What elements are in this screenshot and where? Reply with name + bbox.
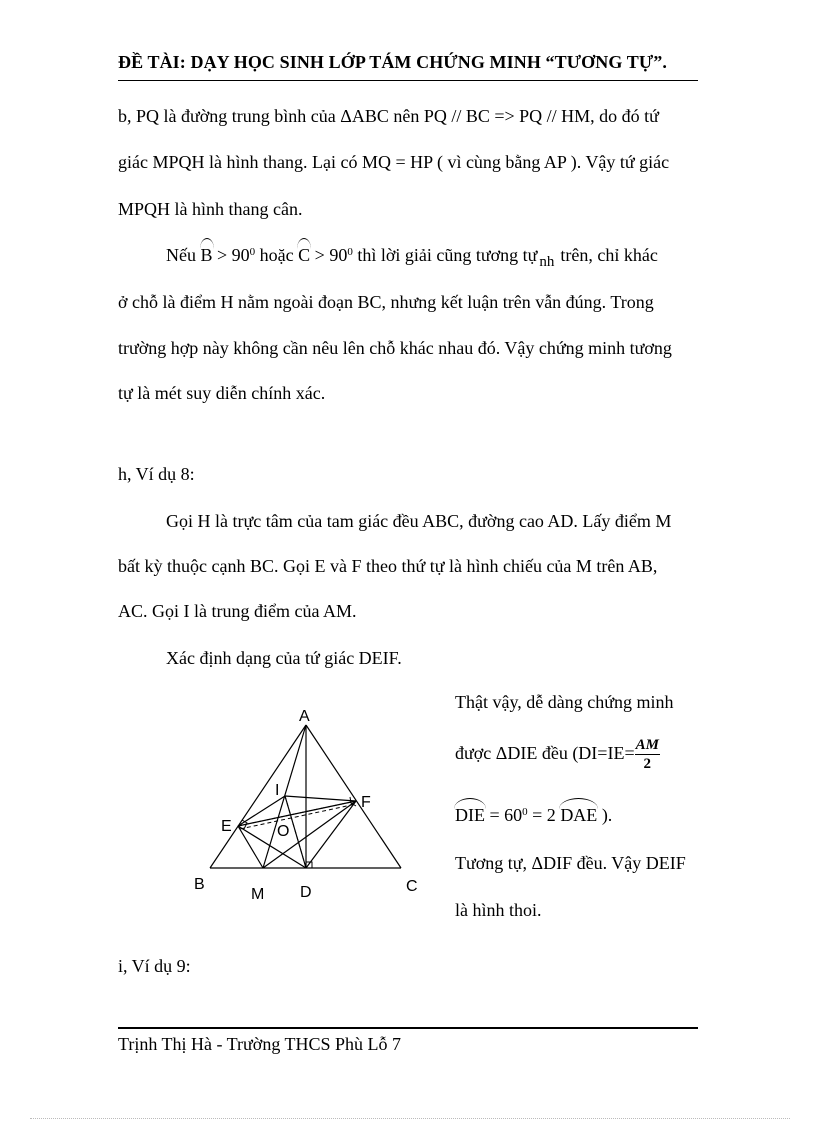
triangle-figure [180, 700, 440, 910]
page-footer [118, 1034, 401, 1055]
para1-line3: MPQH là hình thang cân. [118, 199, 303, 219]
bottom-dotted-line [30, 1118, 790, 1119]
proof-line2-text: được ΔDIE đều (DI=IE= [455, 743, 635, 764]
degree-sign-2: 0 [347, 246, 353, 258]
proof-eq: = 60 [489, 805, 523, 825]
label-i: I [275, 782, 280, 799]
segment-df [306, 801, 356, 868]
label-c: C [406, 878, 418, 895]
example8-line3: AC. Gọi I là trung điểm của AM. [118, 601, 357, 621]
label-m: M [251, 886, 265, 903]
fraction-am-over-2 [635, 738, 660, 772]
label-o: O [277, 823, 290, 840]
footer-rule [118, 1027, 698, 1029]
para2-gt2: > 90 [314, 245, 348, 265]
para2-nh: nh [539, 254, 555, 270]
para2-rest1: thì lời giải cũng tương tự [357, 245, 538, 265]
angle-b: B [200, 245, 213, 265]
para2-line2: ở chỗ là điểm H nằm ngoài đoạn BC, nhưng kết luận trên vẫn đúng. Trong [118, 292, 654, 312]
proof-line1: Thật vậy, dễ dàng chứng minh [455, 692, 674, 712]
degree-sign-3: 0 [522, 806, 528, 818]
proof-line5: là hình thoi. [455, 900, 542, 920]
example8-line1: Gọi H là trực tâm của tam giác đều ABC, đường cao AD. Lấy điểm M [166, 511, 672, 531]
footer-text: Trịnh Thị Hà - Trường THCS Phù Lỗ [118, 1034, 388, 1054]
para2-line1 [166, 245, 658, 270]
segment-if [285, 796, 356, 801]
example8-heading: h, Ví dụ 8: [118, 464, 195, 484]
angle-die: DIE [455, 805, 485, 825]
fraction-denominator: 2 [643, 756, 652, 772]
para2-rest2: trên, chỉ khác [560, 245, 658, 265]
example9-heading: i, Ví dụ 9: [118, 956, 191, 976]
para1-line1: b, PQ là đường trung bình của ΔABC nên PQ // BC => PQ // HM, do đó tứ [118, 106, 659, 126]
proof-line3 [455, 805, 612, 826]
label-b: B [194, 876, 205, 893]
label-e: E [221, 818, 232, 835]
label-d: D [300, 884, 312, 901]
degree-sign-1: 0 [249, 246, 256, 258]
proof-close: ). [601, 805, 613, 825]
proof-line4: Tương tự, ΔDIF đều. Vậy DEIF [455, 853, 686, 873]
page-number: 7 [392, 1034, 402, 1054]
angle-c: C [298, 245, 311, 265]
page-header: ĐỀ TÀI: DẠY HỌC SINH LỚP TÁM CHỨNG MINH “TƯƠNG TỰ”. [118, 52, 667, 72]
para2-gt1: > 90 [217, 245, 250, 265]
para1-line2: giác MPQH là hình thang. Lại có MQ = HP ( vì cùng bằng AP ). Vậy tứ giác [118, 152, 670, 172]
side-ac [306, 725, 401, 868]
label-a: A [299, 708, 310, 725]
para2-line4: tự là mét suy diễn chính xác. [118, 383, 326, 403]
proof-line2 [455, 738, 660, 772]
header-rule [118, 80, 698, 81]
example8-line2: bất kỳ thuộc cạnh BC. Gọi E và F theo thứ tự là hình chiếu của M trên AB, [118, 556, 658, 576]
para2-or: hoặc [259, 245, 294, 265]
proof-eq2: = 2 [532, 805, 556, 825]
angle-dae: DAE [560, 805, 598, 825]
example8-line4: Xác định dạng của tứ giác DEIF. [166, 648, 402, 668]
fraction-numerator: AM [635, 737, 659, 753]
segment-me [238, 826, 263, 868]
para2-line3: trường hợp này không cần nêu lên chỗ khác nhau đó. Vậy chứng minh tương [118, 338, 672, 358]
para2-pre: Nếu [166, 245, 196, 265]
label-f: F [361, 794, 371, 811]
